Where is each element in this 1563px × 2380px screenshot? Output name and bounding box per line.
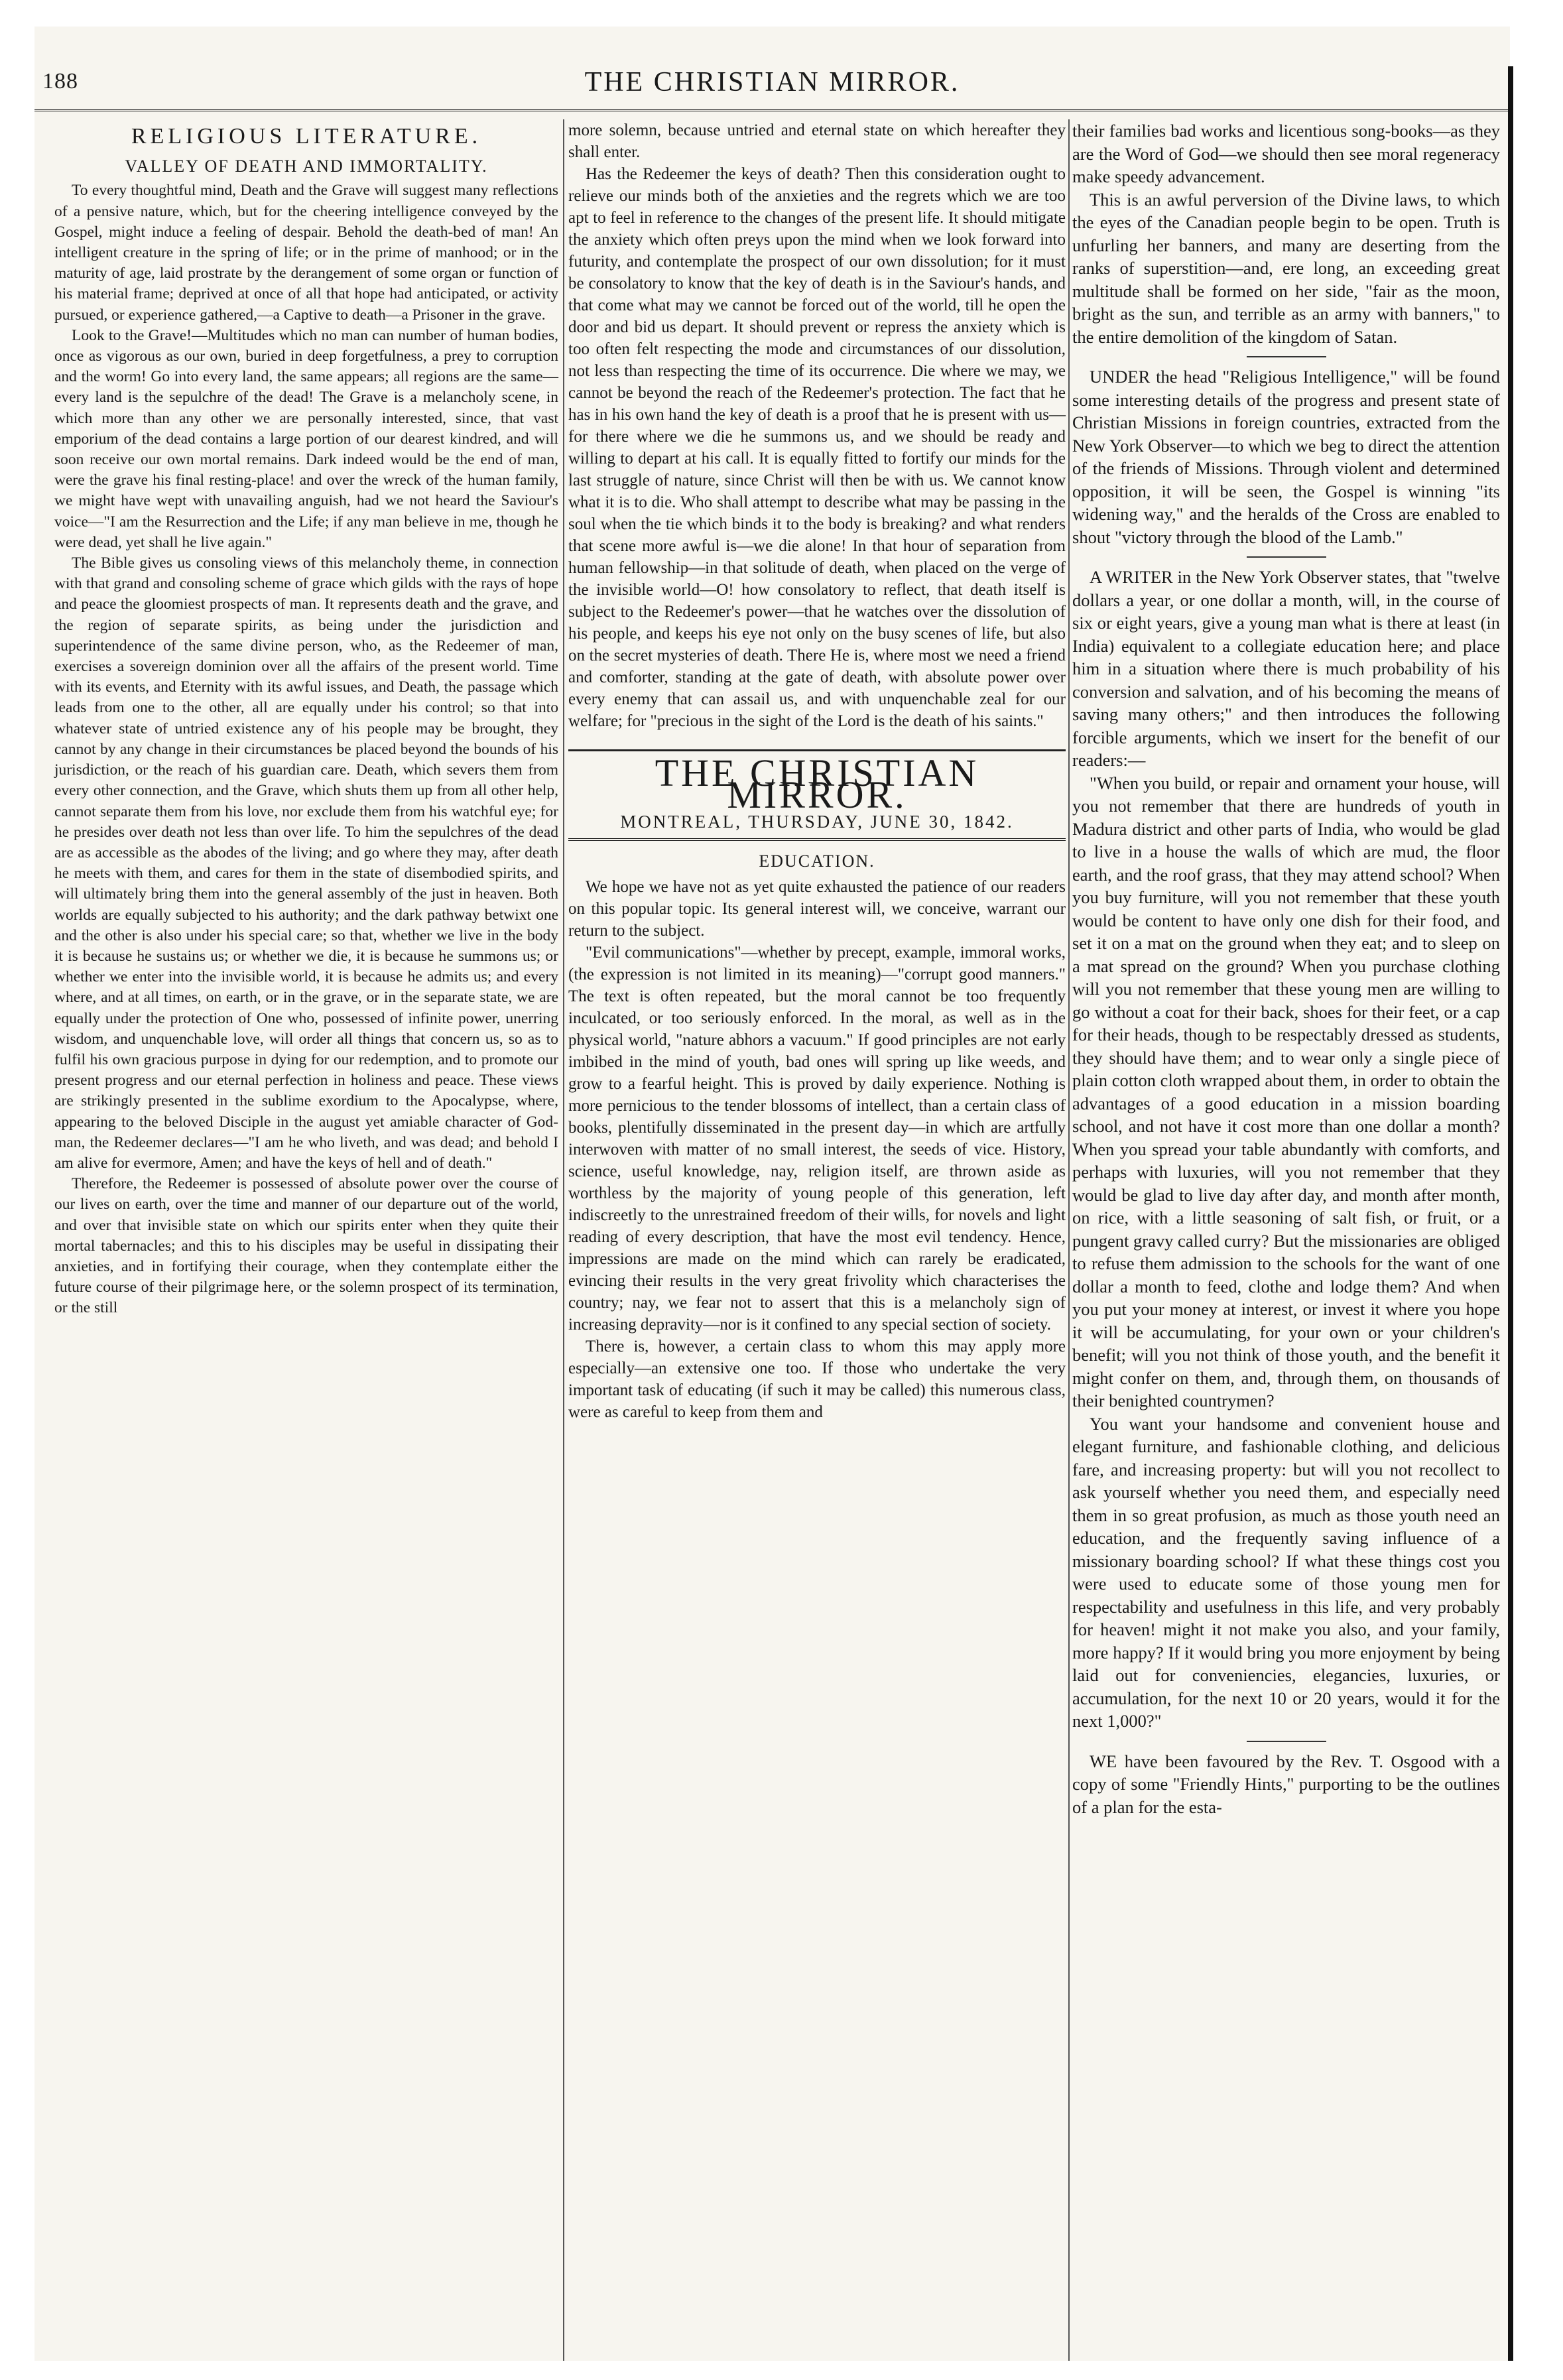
page-edge-bar xyxy=(1508,66,1513,2361)
column-3 xyxy=(1072,119,1500,1818)
newspaper-page xyxy=(34,27,1510,2361)
separator-rule xyxy=(1247,356,1326,357)
masthead: THE CHRISTIAN MIRROR. xyxy=(568,749,1066,806)
header-rule xyxy=(34,109,1510,111)
paragraph: Has the Redeemer the keys of death? Then this consideration ought to relieve our minds both of the anxieties and the regrets which we are too apt to feel in reference to the changes of the present life. It should mitigate the anxiety which often preys upon the mind when we look forward into futurity, and contemplate the prospect of our own dissolution; for it must be consolatory to know that the key of death is in the Saviour's hands, and that come what may we cannot be forced out of the world, till he open the door and bid us depart. It should prevent or repress the anxiety which is too often felt respecting the mode and circumstances of our dissolution, not less than respecting the time of its occurrence. Die where we may, we cannot be beyond the reach of the Redeemer's protection. The fact that he has in his own hand the key of death is a proof that he is present with us—for there where we die he summons us, and we should be ready and willing to depart at his call. It is equally fitted to fortify our minds for the last struggle of nature, since Christ will then be with us. We cannot know what it is to die. Who shall attempt to describe what may be passing in the soul when the tie which binds it to the body is breaking? and what renders that scene more awful is—we die alone! In that hour of separation from human fellowship—in that solitude of death, when placed on the verge of the invisible world—O! how consolatory to reflect, that death itself is subject to the Redeemer's power—that he watches over the dissolution of his people, and keeps his eye not only on the busy scenes of life, but also on the secret mysteries of death. There He is, where most we need a friend and comforter, standing at the gate of death, with absolute power over every enemy that can assail us, and with unquenchable zeal for our welfare; for "precious in the sight of the Lord is the death of his saints." xyxy=(568,165,1066,730)
masthead-rule xyxy=(568,838,1066,841)
paragraph: A WRITER in the New York Observer states, that "twelve dollars a year, or one dollar a month, will, in the course of six or eight years, give a young man what is there at least (in India) equivalent to a collegiate education here; and place him in a situation where there is much probability of his conversion and salvation, and of his becoming the means of saving many others;" and then introduces the following forcible arguments, which we insert for the benefit of our readers:— xyxy=(1072,567,1500,770)
paragraph: more solemn, because untried and eternal state on which hereafter they shall enter. xyxy=(568,121,1066,161)
paragraph: Therefore, the Redeemer is possessed of absolute power over the course of our lives on earth, over the time and manner of our departure out of the world, and over that invisible state on which our spirits enter when they quite their mortal tabernacles; and this to his disciples may be useful in dissipating their anxieties, and in fortifying their courage, when they contemplate either the future course of their pilgrimage here, or the solemn prospect of its termination, or the still xyxy=(54,1175,558,1317)
section-title: RELIGIOUS LITERATURE. xyxy=(131,124,482,149)
paragraph: The Bible gives us consoling views of this melancholy theme, in connection with that grand and consoling scheme of grace which gilds with the rays of hope and peace the gloomiest prospects of man. It represents death and the grave, and the region of separate spirits, as being under the jurisdiction and superintendence of the same divine person, who, as the Redeemer of man, exercises a sovereign dominion over all the affairs of the present world. Time with its events, and Eternity with its awful issues, and Death, the passage which leads from one to the other, all are equally under his control; so that into whatever state of untried existence any of his people may be brought, they cannot by any change in their circumstances be placed beyond the bounds of his jurisdiction, or the reach of his guardian care. Death, which severs them from every other connection, and the Grave, which shuts them up from all other help, cannot separate them from his love, nor exclude them from his watchful eye; for he presides over death not less than over life. To him the sepulchres of the dead are as accessible as the abodes of the living; and go where they may, after death he meets with them, and cares for them in the state of disembodied spirits, and will ultimately bring them into the general assembly of the just in heaven. Both worlds are equally subjected to his authority; and the dark pathway betwixt one and the other is also under his special care; so that, whether we live in the body it is because he sustains us; or whether we die, it is because he summons us; or whether we enter into the invisible world, it is because he admits us; and every where, and at all times, on earth, or in the grave, or in the separate state, we are equally under the protection of One who, possessed of infinite power, unerring wisdom, and unquenchable love, will order all things that concern us, so as to fulfil his own gracious purpose in dying for our redemption, and to promote our present progress and our eternal perfection in holiness and peace. These views are strikingly presented in the sublime exordium to the Apocalypse, where, appearing to the beloved Disciple in the august yet amiable character of God-man, the Redeemer declares—"I am he who liveth, and was dead; and behold I am alive for evermore, Amen; and have the keys of hell and of death." xyxy=(54,554,558,1172)
paragraph: UNDER the head "Religious Intelligence," will be found some interesting details of the progress and present state of Christian Missions in foreign countries, extracted from the New York Observer—to which we beg to direct the attention of the friends of Missions. Through violent and determined opposition, it will be seen, the Gospel is winning "its widening way," and the heralds of the Cross are enabled to shout "victory through the blood of the Lamb." xyxy=(1072,367,1500,547)
page-number: 188 xyxy=(42,69,78,94)
paragraph: "When you build, or repair and ornament your house, will you not remember that there are hundreds of youth in Madura district and other parts of India, who would be glad to live in a house the walls of which are mud, the floor earth, and the roof grass, that they may attend school? When you buy furniture, will you not remember that these youth would be content to have only one dish for their food, and set it on a mat on the ground when they eat; and to sleep on a mat spread on the ground? When you purchase clothing will you not remember that these young men are willing to go without a coat for their back, shoes for their feet, or a cap for their heads, though to be respectably dressed as students, they should have them; and to wear only a single piece of plain cotton cloth wrapped about them, in order to obtain the advantages of a good education in a mission boarding school, and not have it cost more than one dollar a month? When you spread your table abundantly with comforts, and perhaps with luxuries, will you not remember that they would be glad to live day after day, and month after month, on rice, with a little seasoning of salt fish, or fruit, or a pungent gravy called curry? But the missionaries are obliged to refuse them admission to the schools for the want of one dollar a month to feed, clothe and lodge them? And when you put your money at interest, or invest it where you hope it will be accumulating, for your own or your children's benefit; will you not think of those youth, and the benefit it might confer on them, and, through them, on thousands of their benighted countrymen? xyxy=(1072,773,1500,1410)
paragraph: There is, however, a certain class to whom this may apply more especially—an extensive one too. If those who undertake the very important task of educating (if such it may be called) this numerous class, were as careful to keep from them and xyxy=(568,1338,1066,1421)
separator-rule xyxy=(1247,1741,1326,1742)
paragraph: "Evil communications"—whether by precept, example, immoral works, (the expression is not limited in its meaning)—"corrupt good manners." The text is often repeated, but the moral cannot be too frequently inculcated, or too seriously enforced. In the moral, as well as in the physical world, "nature abhors a vacuum." If good principles are not early imbibed in the mind of youth, bad ones will spring up like weeds, and grow to a fearful height. This is proved by daily experience. Nothing is more pernicious to the tender blossoms of intellect, than a certain class of books, plentifully disseminated in the present day—in which are artfully interwoven with matter of no small interest, the seeds of vice. History, science, useful knowledge, nay, religion itself, are thrown aside as worthless by the majority of young people of this generation, left indiscreetly to the unrestrained freedom of their wills, for novels and light reading of every description, that have the most evil tendency. Hence, impressions are made on the mind which can rarely be eradicated, evincing their results in the very great frivolity which characterises the country; nay, we fear not to assert that this is a melancholy sign of increasing depravity—nor is it confined to any special section of society. xyxy=(568,944,1066,1334)
paragraph: This is an awful perversion of the Divine laws, to which the eyes of the Canadian people begin to be open. Truth is unfurling her banners, and many are deserting from the ranks of superstition—and, ere long, an exceeding great multitude shall be formed on her side, "fair as the moon, bright as the sun, and terrible as an army with banners," to the entire demolition of the kingdom of Satan. xyxy=(1072,189,1500,347)
running-title: THE CHRISTIAN MIRROR. xyxy=(584,67,960,97)
page-header xyxy=(34,66,1510,106)
dateline: MONTREAL, THURSDAY, JUNE 30, 1842. xyxy=(620,812,1014,832)
paragraph: We hope we have not as yet quite exhausted the patience of our readers on this popular topic. Its general interest will, we conceive, warrant our return to the subject. xyxy=(568,878,1066,940)
column-divider xyxy=(1068,119,1070,2361)
paragraph: WE have been favoured by the Rev. T. Osgood with a copy of some "Friendly Hints," purporting to be the outlines of a plan for the esta- xyxy=(1072,1751,1500,1817)
education-title: EDUCATION. xyxy=(759,851,875,871)
article-title: VALLEY OF DEATH AND IMMORTALITY. xyxy=(125,157,488,176)
paragraph: Look to the Grave!—Multitudes which no man can number of human bodies, once as vigorous as our own, buried in deep forgetfulness, a prey to corruption and the worm! Go into every land, the same appears; all regions are the same—every land is the sepulchre of the dead! The Grave is a melancholy scene, in which more than any other we are personally interested, since, that vast emporium of the dead contains a large portion of our dearest kindred, and will soon receive our own mortal remains. Dark indeed would be the end of man, were the grave his final resting-place! and over the wreck of the human family, we might have wept with unavailing anguish, had we not heard the Saviour's voice—"I am the Resurrection and the Life; if any man believe in me, though he were dead, yet shall he live again." xyxy=(54,326,558,551)
paragraph: their families bad works and licentious song-books—as they are the Word of God—we should then see moral regeneracy make speedy advancement. xyxy=(1072,121,1500,186)
paragraph: You want your handsome and convenient house and elegant furniture, and fashionable clothing, and delicious fare, and increasing property: but will you not recollect to ask yourself whether you need them, and especially need them in so great profusion, as much as those youth need an education, and the frequently saving influence of a missionary boarding school? If what these things cost you were used to educate some of those young men for respectability and usefulness in this life, and very probably for heaven! might it not make you also, and your family, more happy? If it would bring you more enjoyment by being laid out for conveniencies, elegancies, luxuries, or accumulation, for the next 10 or 20 years, would it for the next 1,000?" xyxy=(1072,1413,1500,1731)
paragraph: To every thoughtful mind, Death and the Grave will suggest many reflections of a pensive nature, which, but for the cheering intelligence conveyed by the Gospel, might induce a feeling of despair. Behold the death-bed of man! An intelligent creature in the spring of life; or in the prime of manhood; or in the maturity of age, laid prostrate by the derangement of some organ or function of his material frame; deprived at once of all that hope had anticipated, or activity pursued, or experience gathered,—a Captive to death—a Prisoner in the grave. xyxy=(54,182,558,324)
column-2 xyxy=(568,119,1066,1423)
column-1 xyxy=(54,119,558,1319)
separator-rule xyxy=(1247,556,1326,558)
column-divider xyxy=(563,119,564,2361)
